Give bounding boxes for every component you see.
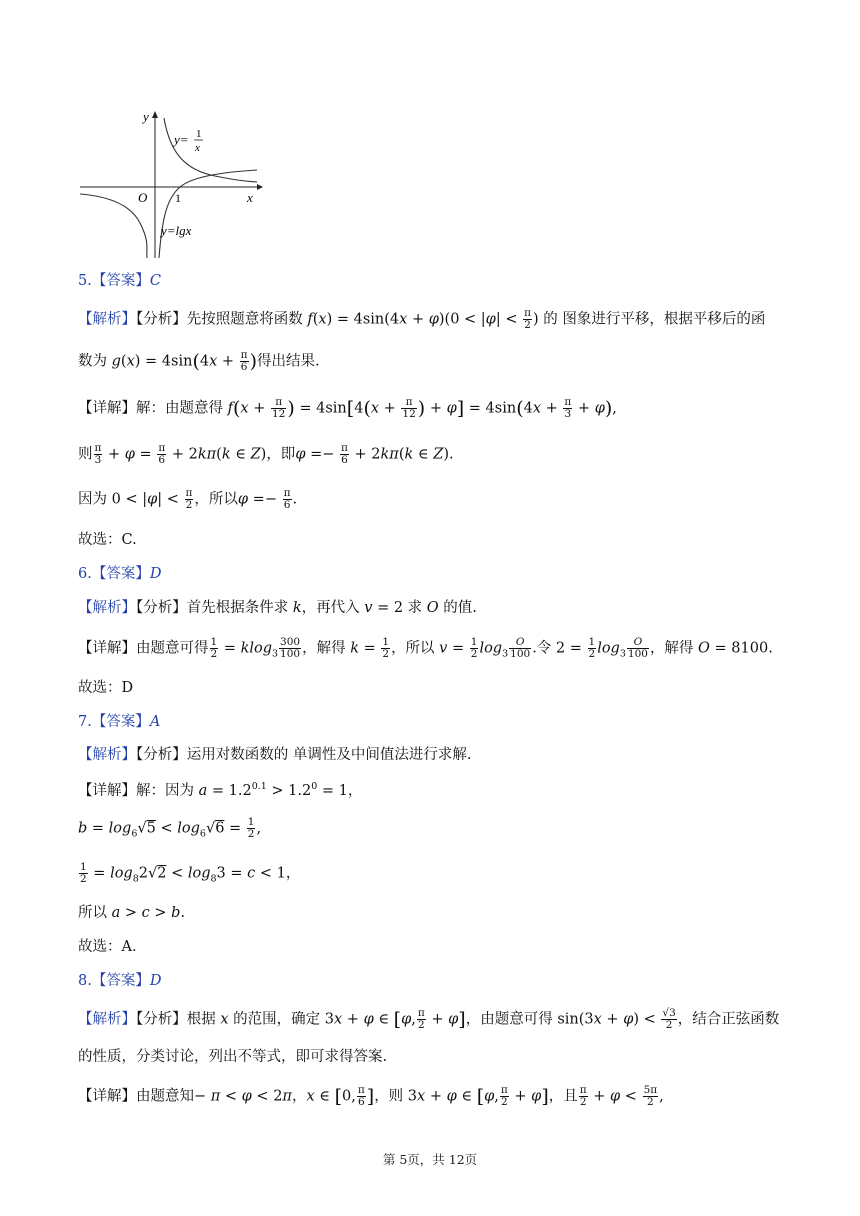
q7-detail-line4: 所以 a > c > b. bbox=[78, 905, 186, 921]
q6-analysis-b: ，再代入 bbox=[301, 600, 365, 616]
reciprocal-label-den: x bbox=[195, 142, 200, 154]
q5-analysis-text-b: 的 图象进行平移，根据平移后的函 bbox=[543, 311, 766, 328]
q7-line4-a: 所以 bbox=[78, 905, 112, 921]
q8-analysis-line1: 【解析】【分析】根据 x 的范围，确定 3x + φ ∈ [φ, $\frac{\pi}{2}$ + φ]，由题意可得 sin(3x + φ) < $\frac{√3}{2}$ ，结合正弦函数 bbox=[78, 1007, 780, 1031]
q8-analysis-sub: 【分析】 bbox=[136, 1011, 187, 1028]
q5-detail-text-a: 解：由题意得 bbox=[136, 400, 228, 417]
q5-analysis-text-a: 先按照题意将函数 bbox=[186, 311, 308, 328]
q6-analysis-c: 求 bbox=[403, 600, 427, 616]
reciprocal-label-num: 1 bbox=[196, 128, 202, 140]
q7-answer: A bbox=[149, 714, 161, 730]
q5-analysis-text-c: 数为 bbox=[78, 353, 112, 370]
q7-analysis-line bbox=[78, 744, 800, 766]
q6-detail-b: ，解得 bbox=[302, 640, 351, 657]
q5-analysis-line2: 数为 g(x) = 4sin(4x + $\frac{\pi}{6}$ )得出结果. bbox=[78, 349, 320, 373]
q8-header: 8.【答案】 bbox=[78, 973, 150, 989]
function-graph bbox=[75, 108, 265, 260]
y-axis-label: y bbox=[143, 109, 149, 124]
q8-detail-b: ，则 bbox=[374, 1088, 408, 1105]
q5-detail-line3: 因为 0 < |φ| < $\frac{\pi}{2}$ ，所以φ =− $\frac{\pi}{6}$ . bbox=[78, 487, 298, 511]
q6-analysis-sub: 【分析】 bbox=[136, 600, 187, 616]
q8-analysis-line2: 的性质，分类讨论，列出不等式，即可求得答案. bbox=[78, 1049, 388, 1065]
q6-header: 6.【答案】 bbox=[78, 566, 150, 582]
q6-analysis-a: 首先根据条件求 bbox=[186, 600, 293, 616]
q7-analysis-tag: 【解析】 bbox=[78, 747, 136, 763]
log-curve bbox=[159, 170, 257, 258]
q8-detail-a: 由题意知 bbox=[136, 1088, 194, 1105]
q5-detail-line1: 【详解】解：由题意得 f(x + $\frac{\pi}{12}$ ) = 4sin[4(x + $\frac{\pi}{12}$ ) + φ] = 4sin(4x + $\frac{\pi}{3}$ + φ), bbox=[78, 396, 617, 420]
q7-detail-a: 解：因为 bbox=[136, 782, 199, 799]
log-label: y=lgx bbox=[161, 223, 192, 238]
q8-answer: D bbox=[149, 973, 162, 989]
q5-answer: C bbox=[149, 273, 161, 289]
q6-detail-d: .令 bbox=[532, 640, 556, 657]
q7-header: 7.【答案】 bbox=[78, 714, 150, 730]
q7-detail-tag: 【详解】 bbox=[78, 782, 136, 799]
q7-detail-line3: $\frac{1}{2}$ = $\log_82√2 < \log_83 = c < 1$， bbox=[80, 861, 301, 885]
q6-analysis-line: 【解析】【分析】首先根据条件求 k，再代入 v = 2 求 O 的值. bbox=[78, 600, 477, 616]
origin-label: O bbox=[138, 190, 148, 205]
tick-one-label: 1 bbox=[175, 191, 181, 205]
q6-detail-a: 由题意可得 bbox=[136, 640, 209, 657]
x-axis-label: x bbox=[247, 190, 253, 205]
q5-line4-b: ，所以 bbox=[194, 491, 238, 508]
q5-analysis-line1: 【解析】【分析】先按照题意将函数 f(x) = 4sin(4x + φ)(0 < |φ| < $\frac{\pi}{2}$ ) 的 图象进行平移，根据平移后的函 bbox=[78, 307, 766, 331]
q5-answer-line bbox=[78, 270, 800, 292]
q6-conclusion: 故选：D bbox=[78, 680, 134, 696]
q5-conclusion: 故选：C. bbox=[78, 532, 137, 548]
q6-detail-tag: 【详解】 bbox=[78, 640, 136, 657]
reciprocal-label: y= bbox=[174, 132, 189, 147]
q5-analysis-tag: 【解析】 bbox=[78, 311, 136, 328]
page-footer: 第 5页，共 12页 bbox=[382, 1152, 478, 1167]
q7-detail-line2: $b = \log_6√5 < \log_6√6$ = $\frac{1}{2}$ , bbox=[78, 816, 262, 840]
q8-detail-c: ，且 bbox=[548, 1088, 578, 1105]
q7-conclusion: 故选：A. bbox=[78, 939, 137, 955]
q6-answer-line bbox=[78, 563, 800, 585]
q5-line3-b: ，即 bbox=[266, 446, 296, 463]
q5-header: 5.【答案】 bbox=[78, 273, 150, 289]
q6-detail-e: ，解得 bbox=[649, 640, 699, 657]
q7-analysis-sub: 【分析】 bbox=[136, 747, 187, 763]
q8-answer-line bbox=[78, 970, 800, 992]
q5-detail-line2: 则 $\frac{\pi}{3}$ + φ = $\frac{\pi}{6}$ + 2kπ(k ∈ Z)，即φ =− $\frac{\pi}{6}$ + 2kπ(k ∈ Z). bbox=[78, 442, 454, 466]
q5-line3-a: 则 bbox=[78, 446, 93, 463]
q7-answer-line bbox=[78, 711, 800, 733]
q5-detail-tag: 【详解】 bbox=[78, 400, 136, 417]
q6-detail-line: 【详解】由题意可得 $\frac{1}{2}$ = klog$_3$ $\frac{300}{100}$ ，解得 k = $\frac{1}{2}$ ，所以 v = $\frac{1}{2}$ $\log_3$ $\frac{O}{100}$ .令 2 = $\frac{1}{2}$ $\log_3$ $\frac{O}{100}$ ，解得 O = 8100. bbox=[78, 636, 773, 660]
q5-analysis-text-d: 得出结果. bbox=[256, 353, 320, 370]
reciprocal-curve-left bbox=[80, 194, 147, 258]
q8-analysis-d: ，结合正弦函数 bbox=[677, 1011, 780, 1028]
q8-analysis-tag: 【解析】 bbox=[78, 1011, 136, 1028]
q7-detail-line1: 【详解】解：因为 $a = 1.2^{0.1} > 1.2^0 = 1$， bbox=[78, 781, 363, 799]
q8-detail-tag: 【详解】 bbox=[78, 1088, 136, 1105]
q5-line4-a: 因为 bbox=[78, 491, 112, 508]
q8-analysis-b: 的范围，确定 bbox=[228, 1011, 325, 1028]
q8-analysis-c: ，由题意可得 bbox=[465, 1011, 558, 1028]
q5-analysis-sub: 【分析】 bbox=[136, 311, 187, 328]
q7-analysis-a: 运用对数函数的 单调性及中间值法进行求解. bbox=[186, 747, 472, 763]
q6-analysis-tag: 【解析】 bbox=[78, 600, 136, 616]
q6-analysis-d: 的值. bbox=[438, 600, 477, 616]
y-axis-arrow bbox=[152, 111, 158, 118]
q6-detail-c: ，所以 bbox=[391, 640, 440, 657]
graph-svg bbox=[75, 108, 265, 260]
reciprocal-curve-right bbox=[164, 118, 257, 182]
q8-detail-line1: 【详解】由题意知− π < φ < 2π，x ∈ [0, $\frac{\pi}{6}$ ]，则 3x + φ ∈ [φ, $\frac{\pi}{2}$ + φ]，且 $\frac{\pi}{2}$ + φ < $\frac{5\pi}{2}$ , bbox=[78, 1084, 664, 1108]
q8-analysis-a: 根据 bbox=[186, 1011, 221, 1028]
x-axis-arrow bbox=[257, 184, 263, 190]
q6-answer: D bbox=[149, 566, 162, 582]
